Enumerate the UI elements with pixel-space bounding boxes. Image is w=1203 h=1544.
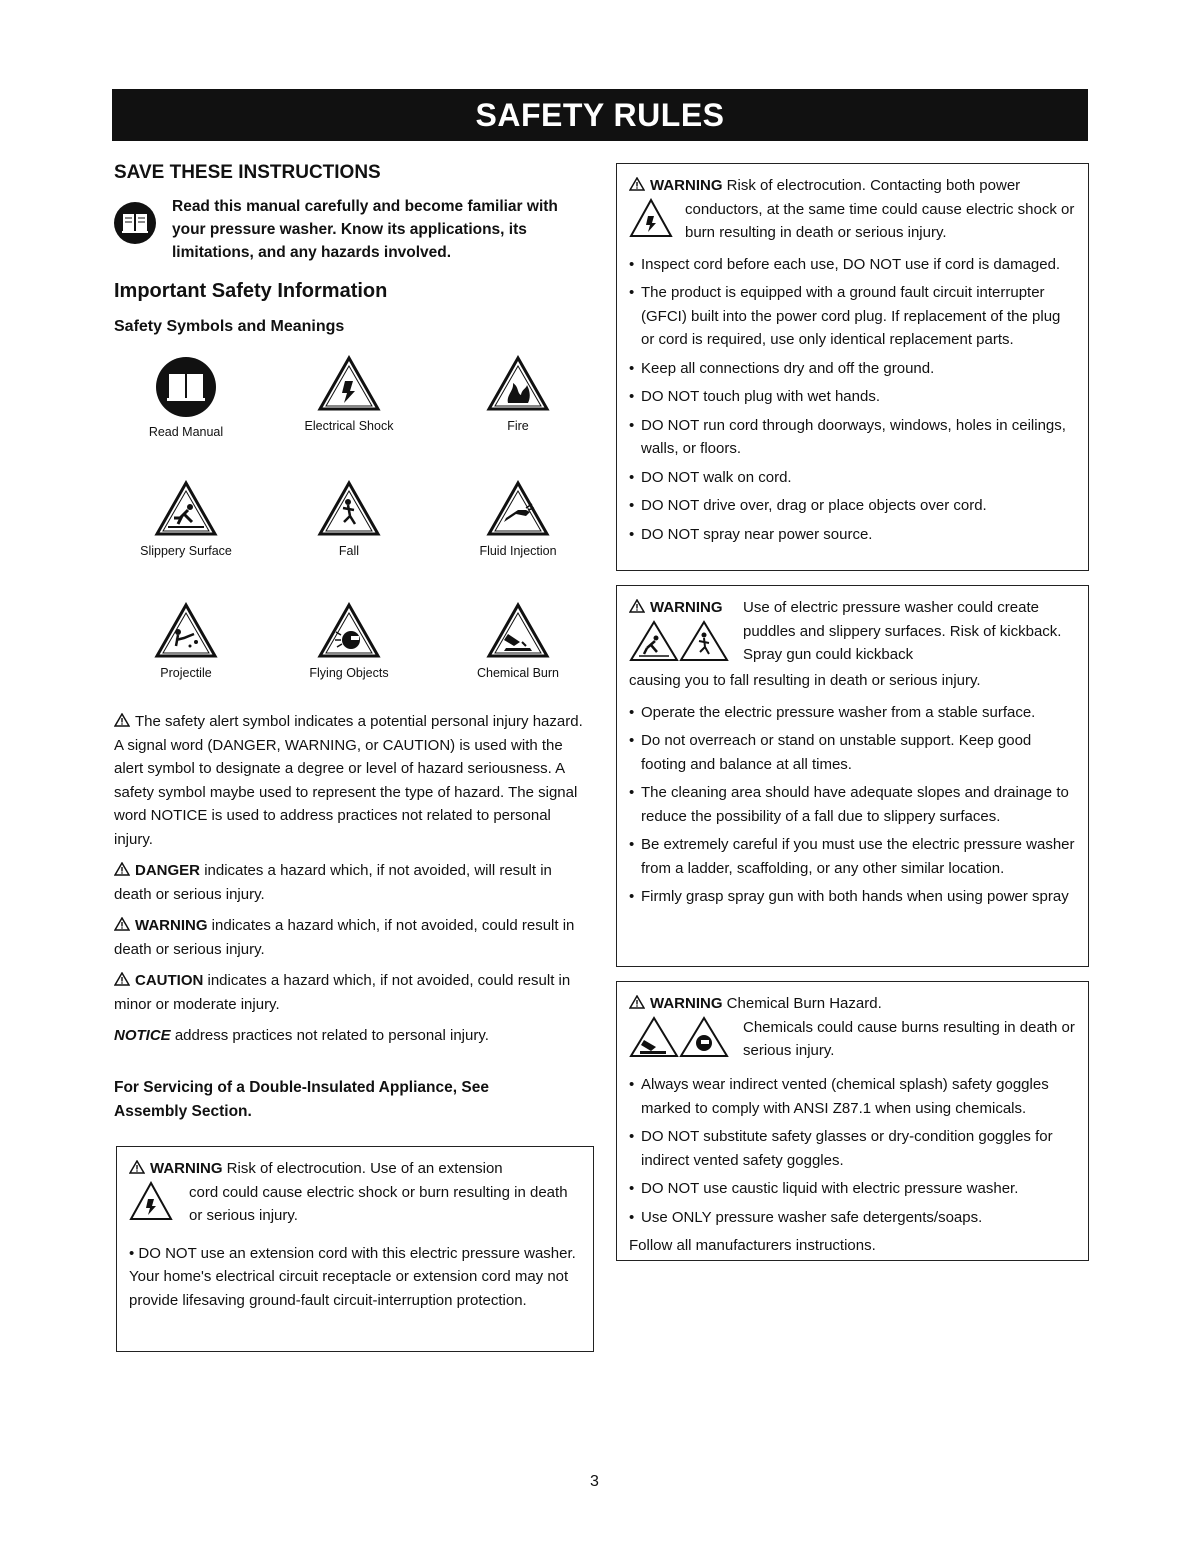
electrical-shock-icon bbox=[629, 198, 673, 238]
notice-paragraph bbox=[114, 1024, 592, 1048]
book-icon bbox=[113, 201, 157, 245]
symbol-label: Fall bbox=[338, 544, 360, 558]
list-item: • Use ONLY pressure washer safe detergents/soaps. bbox=[629, 1206, 1076, 1230]
symbol-label: Fire bbox=[507, 419, 529, 433]
servicing-note: For Servicing of a Double-Insulated Appliance, See Assembly Section. bbox=[114, 1079, 489, 1120]
list-item: • Inspect cord before each use, DO NOT use if cord is damaged. bbox=[629, 253, 1076, 277]
list-item: • Be extremely careful if you must use the electric pressure washer from a ladder, scaffolding, or any other similar location. bbox=[629, 833, 1076, 880]
notice-text: address practices not related to personal injury. bbox=[174, 1027, 489, 1044]
list-item: • The product is equipped with a ground fault circuit interrupter (GFCI) built into the power cord plug. If replacement of the plug or cord is required, use only identical replacement parts. bbox=[629, 281, 1076, 352]
chemical-list bbox=[629, 1073, 1076, 1229]
page-number: 3 bbox=[590, 1473, 599, 1490]
warning-header bbox=[129, 1157, 581, 1181]
symbol-fluid-injection bbox=[438, 480, 598, 558]
danger-word: DANGER bbox=[135, 862, 201, 879]
safety-alert-icon bbox=[114, 917, 130, 931]
warning-detail bbox=[629, 1016, 1076, 1066]
safety-alert-icon bbox=[629, 599, 645, 613]
list-item: • DO NOT spray near power source. bbox=[629, 523, 1076, 547]
warning-head-text: Chemical Burn Hazard. bbox=[726, 995, 882, 1012]
warning-head-text: Use of electric pressure washer could create puddles and slippery surfaces. Risk of kickback. Spray gun could kickback bbox=[743, 599, 1062, 663]
symbol-read-manual bbox=[106, 355, 266, 439]
symbol-flying-objects bbox=[269, 602, 429, 680]
slippery-list bbox=[629, 701, 1076, 909]
alert-paragraph bbox=[114, 710, 592, 851]
warning-detail bbox=[129, 1181, 581, 1228]
symbol-label: Projectile bbox=[160, 666, 212, 680]
electrical-shock-icon bbox=[129, 1181, 173, 1221]
warning-head-text: Risk of electrocution. Use of an extension bbox=[226, 1160, 503, 1177]
notice-word: NOTICE bbox=[114, 1027, 171, 1044]
symbol-fall bbox=[269, 480, 429, 558]
symbol-label: Fluid Injection bbox=[479, 544, 557, 558]
electrical-shock-icon bbox=[317, 355, 381, 413]
save-heading: SAVE THESE INSTRUCTIONS bbox=[114, 162, 381, 183]
warning-word: WARNING bbox=[650, 177, 723, 194]
warning-paragraph bbox=[114, 914, 592, 961]
fluid-injection-icon bbox=[486, 480, 550, 538]
warning-icons bbox=[629, 1016, 743, 1066]
chemical-warning-box bbox=[616, 981, 1089, 1261]
important-heading: Important Safety Information bbox=[114, 280, 388, 302]
list-item: • DO NOT walk on cord. bbox=[629, 466, 1076, 490]
caution-text: indicates a hazard which, if not avoided, could result in minor or moderate injury. bbox=[114, 972, 571, 1013]
warning-header bbox=[629, 992, 1076, 1016]
caution-word: CAUTION bbox=[135, 972, 204, 989]
danger-paragraph bbox=[114, 859, 592, 906]
extension-cord-warning-box bbox=[116, 1146, 594, 1352]
chemical-burn-icon bbox=[629, 1016, 679, 1058]
warning-word: WARNING bbox=[650, 995, 723, 1012]
flying-objects-icon bbox=[317, 602, 381, 660]
list-item: • The cleaning area should have adequate slopes and drainage to reduce the possibility of a fall due to slippery surfaces. bbox=[629, 781, 1076, 828]
list-item: • DO NOT run cord through doorways, windows, holes in ceilings, walls, or floors. bbox=[629, 414, 1076, 461]
symbol-electrical-shock bbox=[269, 355, 429, 433]
list-item: • DO NOT drive over, drag or place objects over cord. bbox=[629, 494, 1076, 518]
fall-icon bbox=[679, 620, 729, 662]
list-item: • DO NOT touch plug with wet hands. bbox=[629, 385, 1076, 409]
safety-alert-icon bbox=[629, 995, 645, 1009]
warning-footer: Follow all manufacturers instructions. bbox=[629, 1237, 876, 1254]
symbol-slippery-surface bbox=[106, 480, 266, 558]
alert-text: The safety alert symbol indicates a potential personal injury hazard. A signal word (DANGER, WARNING, or CAUTION) is used with the alert symbol to designate a degree or level of hazard seriousness. A safety symbol maybe used to represent the type of hazard. The signal word NOTICE is used to address practices not related to personal injury. bbox=[114, 713, 583, 848]
danger-text: indicates a hazard which, if not avoided, will result in death or serious injury. bbox=[114, 862, 552, 903]
list-item: • Always wear indirect vented (chemical splash) safety goggles marked to comply with ANSI Z87.1 when using chemicals. bbox=[629, 1073, 1076, 1120]
warning-detail bbox=[629, 198, 1076, 245]
warning-header bbox=[629, 174, 1076, 198]
list-item: • Do not overreach or stand on unstable support. Keep good footing and balance at all times. bbox=[629, 729, 1076, 776]
warning-word: WARNING bbox=[650, 599, 723, 616]
book-icon bbox=[154, 355, 218, 419]
symbols-heading: Safety Symbols and Meanings bbox=[114, 318, 345, 335]
slippery-surface-icon bbox=[154, 480, 218, 538]
warning-rest-text: cord could cause electric shock or burn resulting in death or serious injury. bbox=[189, 1183, 568, 1224]
safety-alert-icon bbox=[629, 177, 645, 191]
safety-alert-icon bbox=[114, 862, 130, 876]
warning-body: • DO NOT use an extension cord with this electric pressure washer. Your home's electrical circuit receptacle or extension cord may not provide lifesaving ground-fault circuit-interruption protection. bbox=[129, 1244, 576, 1309]
warning-rest-text: Chemicals could cause burns resulting in death or serious injury. bbox=[743, 1018, 1075, 1059]
warning-header bbox=[629, 596, 1076, 669]
fire-icon bbox=[486, 355, 550, 413]
projectile-icon bbox=[154, 602, 218, 660]
electrocution-warning-box bbox=[616, 163, 1089, 571]
warning-body-text: DO NOT use an extension cord with this electric pressure washer. Your home's electrical circuit receptacle or extension cord may not provide lifesaving ground-fault circuit-interruption protection. bbox=[129, 1244, 576, 1309]
list-item: • Operate the electric pressure washer from a stable surface. bbox=[629, 701, 1076, 725]
list-item: • DO NOT substitute safety glasses or dry-condition goggles for indirect vented safety goggles. bbox=[629, 1125, 1076, 1172]
intro-text: Read this manual carefully and become familiar with your pressure washer. Know its applications, its limitations, and any hazards involved. bbox=[172, 198, 558, 261]
page-banner: SAFETY RULES bbox=[112, 89, 1088, 141]
chemical-burn-icon bbox=[486, 602, 550, 660]
warning-word: WARNING bbox=[150, 1160, 223, 1177]
symbol-fire bbox=[438, 355, 598, 433]
symbol-projectile bbox=[106, 602, 266, 680]
warning-word: WARNING bbox=[135, 917, 208, 934]
list-item: • Firmly grasp spray gun with both hands when using power spray bbox=[629, 885, 1076, 909]
warning-rest-text: conductors, at the same time could cause electric shock or burn resulting in death or serious injury. bbox=[685, 200, 1075, 241]
safety-alert-icon bbox=[129, 1160, 145, 1174]
symbol-label: Chemical Burn bbox=[477, 666, 559, 680]
caution-paragraph bbox=[114, 969, 592, 1016]
symbol-label: Flying Objects bbox=[309, 666, 389, 680]
warning-head-text: Risk of electrocution. Contacting both power bbox=[726, 177, 1021, 194]
goggles-icon bbox=[679, 1016, 729, 1058]
symbol-label: Electrical Shock bbox=[304, 419, 394, 433]
list-item: • Keep all connections dry and off the ground. bbox=[629, 357, 1076, 381]
symbol-label: Read Manual bbox=[148, 425, 224, 439]
symbol-label: Slippery Surface bbox=[140, 544, 232, 558]
warning-text: indicates a hazard which, if not avoided, could result in death or serious injury. bbox=[114, 917, 575, 958]
slippery-warning-box bbox=[616, 585, 1089, 967]
signal-words-section bbox=[114, 710, 592, 1056]
safety-alert-icon bbox=[114, 713, 130, 727]
list-item: • DO NOT use caustic liquid with electric pressure washer. bbox=[629, 1177, 1076, 1201]
slippery-surface-icon bbox=[629, 620, 679, 662]
warning-icons bbox=[629, 596, 743, 669]
warning-rest-text: causing you to fall resulting in death or serious injury. bbox=[629, 672, 981, 689]
safety-alert-icon bbox=[114, 972, 130, 986]
symbol-chemical-burn bbox=[438, 602, 598, 680]
fall-icon bbox=[317, 480, 381, 538]
electrocution-list bbox=[629, 253, 1076, 547]
